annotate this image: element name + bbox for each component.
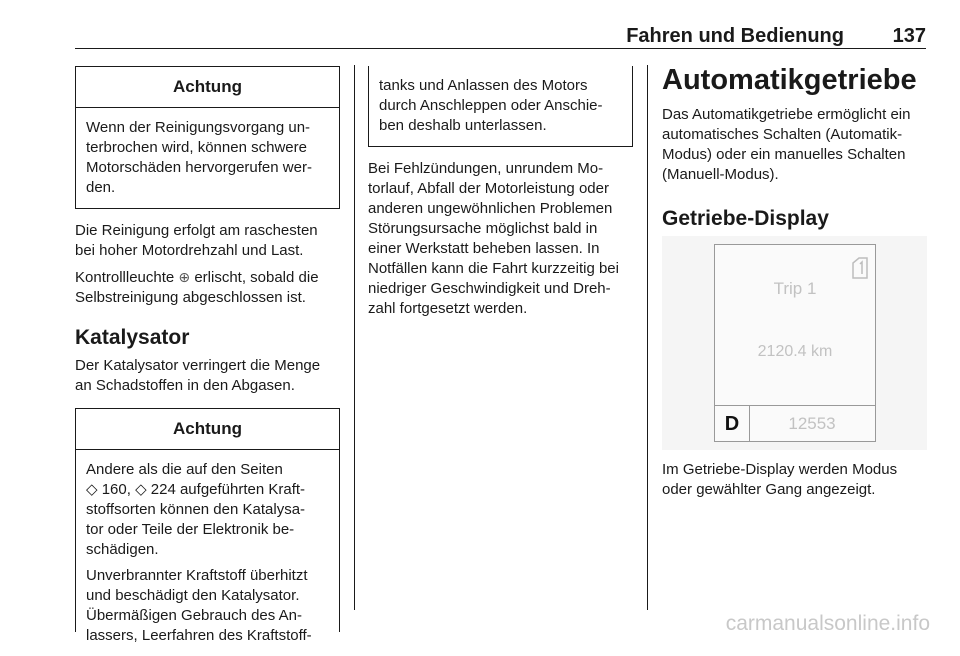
warning-line: stoffsorten können den Katalysa- — [86, 501, 306, 518]
warning-body — [76, 450, 339, 656]
warning-line: lassers, Leerfahren des Kraftstoff- — [86, 627, 312, 644]
paragraph — [75, 221, 340, 261]
text-fragment: erlischt, sobald die — [194, 269, 319, 286]
paragraph — [662, 105, 927, 185]
warning-line: Unverbrannter Kraftstoff überhitzt — [86, 567, 308, 584]
text-line: niedriger Geschwindigkeit und Dreh- — [368, 280, 611, 297]
warning-line: tanks und Anlassen des Motors — [379, 77, 588, 94]
display-bottom-row — [715, 405, 875, 442]
warning-line: durch Anschleppen oder Anschie- — [379, 97, 603, 114]
warning-line: terbrochen wird, können schwere — [86, 139, 307, 156]
column-left — [75, 48, 340, 644]
warning-line: ben deshalb unterlassen. — [379, 117, 547, 134]
display-mode: D — [715, 406, 750, 442]
text-line: oder gewählter Gang angezeigt. — [662, 481, 876, 498]
section-title: Automatikgetriebe — [662, 64, 917, 96]
text-line: Das Automatikgetriebe ermöglicht ein — [662, 106, 911, 123]
warning-line: Andere als die auf den Seiten — [86, 461, 283, 478]
warning-line: Motorschäden hervorgerufen wer- — [86, 159, 312, 176]
page-number: 137 — [892, 25, 926, 47]
text-line: (Manuell-Modus). — [662, 166, 779, 183]
text-line: Modus) oder ein manuelles Schalten — [662, 146, 906, 163]
warning-line: tor oder Teile der Elektronik be- — [86, 521, 295, 538]
text-line: Störungsursache möglichst bald in — [368, 220, 598, 237]
subsection-heading: Getriebe-Display — [662, 207, 829, 230]
warning-line: Wenn der Reinigungsvorgang un- — [86, 119, 311, 136]
paragraph — [368, 159, 633, 319]
text-fragment: Kontrollleuchte — [75, 269, 175, 286]
warning-line: und beschädigt den Katalysator. — [86, 587, 300, 604]
warning-title: Achtung — [76, 409, 339, 450]
watermark: carmanualsonline.info — [725, 612, 930, 635]
warning-line: schädigen. — [86, 541, 159, 558]
display-trip-label: Trip 1 — [773, 279, 817, 298]
text-line: Notfällen kann die Fahrt kurzzeitig bei — [368, 260, 619, 277]
text-line: Im Getriebe-Display werden Modus — [662, 461, 898, 478]
warning-title: Achtung — [76, 67, 339, 108]
text-line — [75, 267, 340, 288]
text-line: Der Katalysator verringert die Menge — [75, 357, 321, 374]
warning-line: Übermäßigen Gebrauch des An- — [86, 607, 302, 624]
column-right — [662, 48, 927, 498]
text-line: automatisches Schalten (Automatik- — [662, 126, 903, 143]
column-divider — [354, 65, 355, 610]
text-line: Bei Fehlzündungen, unrundem Mo- — [368, 160, 604, 177]
text-line: torlauf, Abfall der Motorleistung oder — [368, 180, 609, 197]
text-line: bei hoher Motordrehzahl und Last. — [75, 242, 304, 259]
warning-box — [75, 66, 340, 209]
warning-line: ◇ 160, ◇ 224 aufgeführten Kraft- — [86, 481, 306, 498]
text-line: Die Reinigung erfolgt am raschesten — [75, 222, 318, 239]
warning-box — [75, 408, 340, 644]
text-line: anderen ungewöhnlichen Problemen — [368, 200, 613, 217]
text-line: an Schadstoffen in den Abgasen. — [75, 377, 295, 394]
paragraph — [662, 460, 927, 500]
emission-warning-icon: ⊕ — [178, 269, 191, 285]
display-distance: 2120.4 km — [757, 343, 833, 360]
transmission-display — [714, 244, 876, 442]
section-heading: Katalysator — [75, 326, 190, 349]
text-line: zahl fortgesetzt werden. — [368, 300, 528, 317]
page-header — [75, 0, 926, 49]
text-line: Selbstreinigung abgeschlossen ist. — [75, 289, 306, 306]
header-title: Fahren und Bedienung — [626, 25, 844, 47]
warning-body — [76, 108, 339, 208]
text-line: einer Werkstatt beheben lassen. In — [368, 240, 600, 257]
warning-line: den. — [86, 179, 116, 196]
display-value: 12553 — [788, 414, 836, 433]
warning-box-continued — [368, 66, 633, 147]
column-middle — [368, 48, 633, 319]
paragraph — [75, 267, 340, 308]
column-divider — [647, 65, 648, 610]
paragraph — [75, 356, 340, 396]
